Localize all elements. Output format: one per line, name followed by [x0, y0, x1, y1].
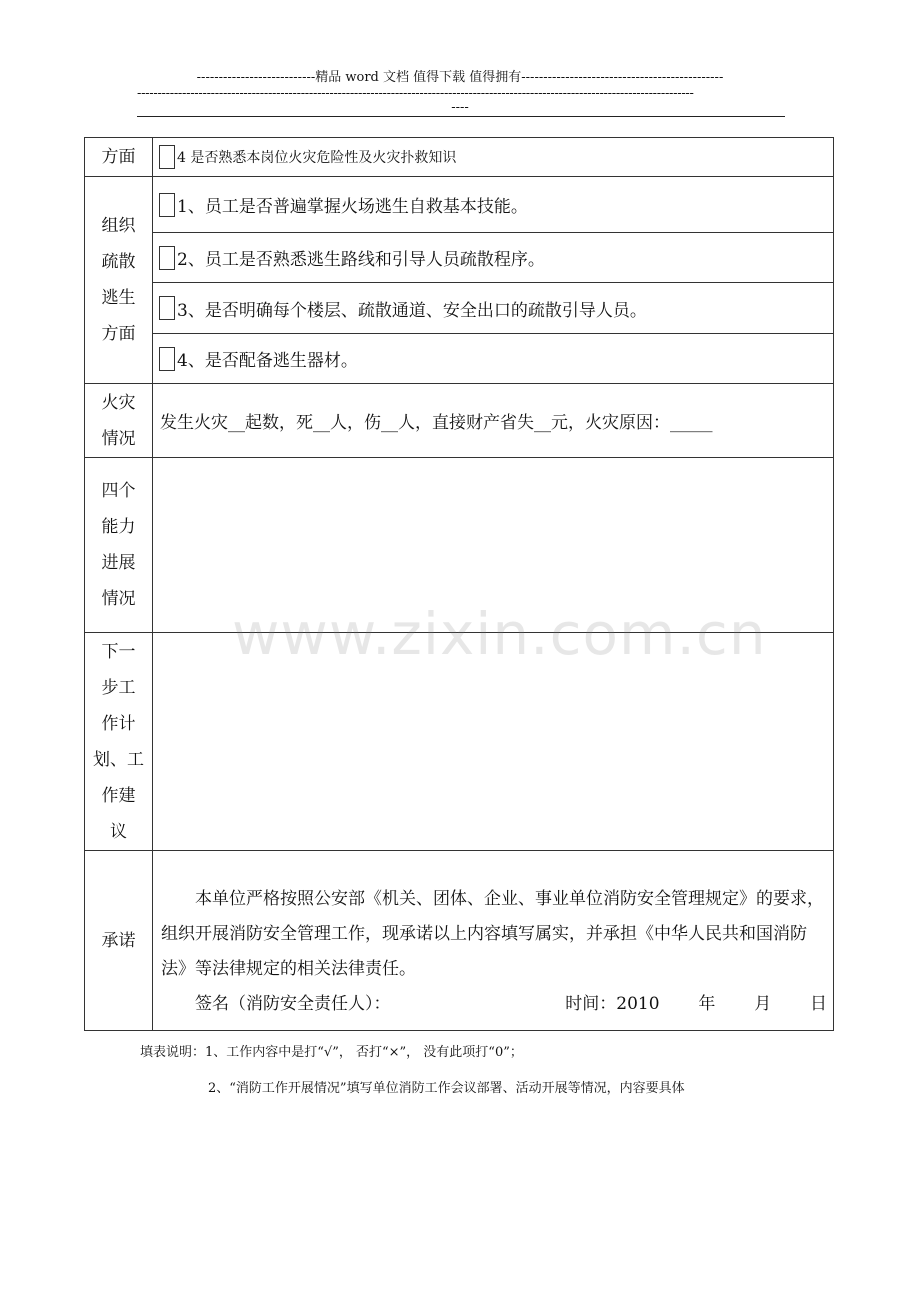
- header-line-2: ----------------------------------------------------------------------------------------------------------------------------------------: [137, 86, 694, 101]
- fill-instructions-1: 填表说明：1、工作内容中是打“√”， 否打“×”， 没有此项打“0”；: [140, 1045, 523, 1060]
- day-label: 日: [810, 993, 827, 1014]
- checklist-item: [153, 283, 833, 334]
- checkbox[interactable]: [159, 347, 175, 371]
- row-promise: [85, 851, 834, 1031]
- watermark: www.zixin.com.cn: [232, 600, 767, 668]
- row-aspect-top: [85, 138, 834, 177]
- header-line-3: ----: [451, 100, 469, 115]
- checklist-item-text: 4 是否熟悉本岗位火灾危险性及火灾扑救知识: [177, 150, 457, 166]
- fire-safety-form-table: [84, 137, 834, 1031]
- next-plan-entry-area[interactable]: [153, 633, 834, 851]
- date-field: [565, 987, 827, 1022]
- time-label: 时间：2010: [565, 993, 660, 1014]
- row-label-four-abilities: 四个 能力 进展 情况: [85, 458, 153, 633]
- row-label-aspect: 方面: [85, 138, 153, 177]
- checkbox[interactable]: [159, 193, 175, 217]
- checkbox[interactable]: [159, 246, 175, 270]
- row-label-evacuation: 组织 疏散 逃生 方面: [85, 177, 153, 384]
- checkbox[interactable]: [159, 145, 175, 169]
- checklist-item: [153, 138, 833, 176]
- signature-label: 签名（消防安全责任人）：: [195, 993, 391, 1014]
- year-label: 年: [698, 993, 716, 1014]
- checkbox[interactable]: [159, 296, 175, 320]
- signature-line: [161, 987, 827, 1022]
- row-next-plan: [85, 633, 834, 851]
- checklist-item: [153, 233, 833, 283]
- fill-instructions-2: 2、“消防工作开展情况”填写单位消防工作会议部署、活动开展等情况，内容要具体: [208, 1081, 685, 1096]
- month-label: 月: [754, 993, 772, 1014]
- row-evacuation: [85, 177, 834, 384]
- row-label-fire: 火灾 情况: [85, 384, 153, 458]
- promise-block: [153, 860, 833, 1022]
- row-four-abilities: [85, 458, 834, 633]
- checklist-item: [153, 334, 833, 383]
- checklist-item: [153, 177, 833, 233]
- four-abilities-entry-area[interactable]: [153, 458, 834, 633]
- checklist-item-text: 4、是否配备逃生器材。: [177, 351, 358, 371]
- checklist-item-text: 1、员工是否普遍掌握火场逃生自救基本技能。: [177, 197, 528, 217]
- header-rule: [137, 116, 785, 117]
- checklist-item-text: 3、是否明确每个楼层、疏散通道、安全出口的疏散引导人员。: [177, 300, 647, 321]
- promise-text: 本单位严格按照公安部《机关、团体、企业、事业单位消防安全管理规定》的要求，组织开展消防安全管理工作，现承诺以上内容填写属实，并承担《中华人民共和国消防法》等法律规定的相关法律责任。: [161, 888, 824, 979]
- row-label-next-plan: 下一 步工 作计 划、工 作建 议: [85, 633, 153, 851]
- row-fire-situation: [85, 384, 834, 458]
- header-line-1: ---------------------------精品 word 文档 值得下载 值得拥有----------------------------------------------: [196, 70, 724, 85]
- fire-statistics-text[interactable]: 发生火灾__起数，死__人，伤__人，直接财产省失__元，火灾原因：_____: [160, 413, 713, 433]
- row-label-promise: 承诺: [85, 851, 153, 1031]
- checklist-item-text: 2、员工是否熟悉逃生路线和引导人员疏散程序。: [177, 250, 545, 270]
